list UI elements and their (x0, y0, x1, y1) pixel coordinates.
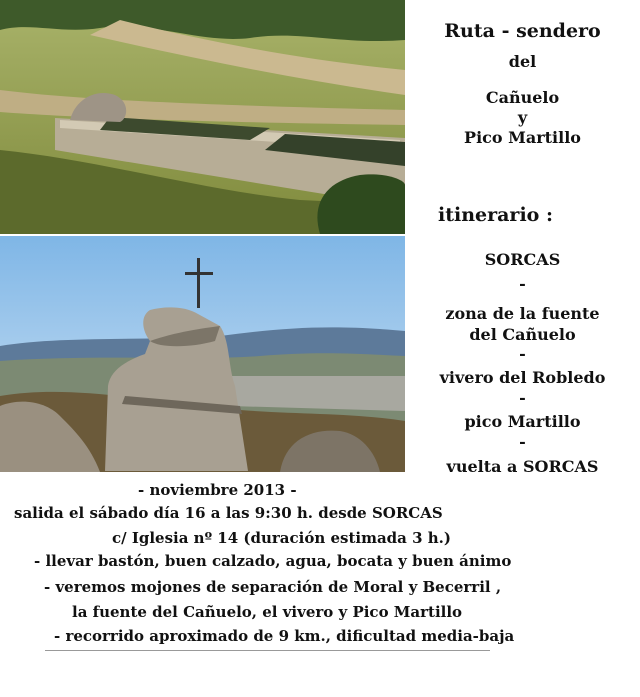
see-line-1: - veremos mojones de separación de Moral y Becerril , (44, 578, 502, 596)
itinerary-separator: - (519, 432, 526, 451)
itinerary-stop-5: pico Martillo (464, 412, 581, 431)
title-line-3: Cañuelo (485, 88, 560, 107)
itinerary-stop-3: del Cañuelo (469, 325, 576, 344)
departure-line: salida el sábado día 16 a las 9:30 h. desde SORCAS (14, 504, 443, 522)
title-line-4: y (517, 108, 528, 127)
title-line-1: Ruta - sendero (444, 20, 601, 42)
itinerary-separator: - (519, 274, 526, 293)
itinerary-stop-6: vuelta a SORCAS (446, 457, 599, 476)
title-line-2: del (508, 52, 537, 71)
fountain-photo (0, 0, 405, 234)
address-line: c/ Iglesia nº 14 (duración estimada 3 h.) (112, 529, 451, 547)
pico-martillo-photo (0, 236, 405, 472)
itinerary-stop-4: vivero del Robledo (439, 368, 606, 387)
date-line: - noviembre 2013 - (138, 481, 297, 499)
bottom-divider (45, 650, 490, 651)
bring-line: - llevar bastón, buen calzado, agua, bocata y buen ánimo (34, 552, 512, 570)
itinerary-heading: itinerario : (438, 204, 553, 226)
itinerary-separator: - (519, 344, 526, 363)
itinerary-separator: - (519, 388, 526, 407)
route-line: - recorrido aproximado de 9 km., dificultad media-baja (54, 627, 515, 645)
title-line-5: Pico Martillo (464, 128, 581, 147)
itinerary-stop-1: SORCAS (484, 250, 561, 269)
itinerary-stop-2: zona de la fuente (445, 304, 600, 323)
see-line-2: la fuente del Cañuelo, el vivero y Pico Martillo (72, 603, 463, 621)
